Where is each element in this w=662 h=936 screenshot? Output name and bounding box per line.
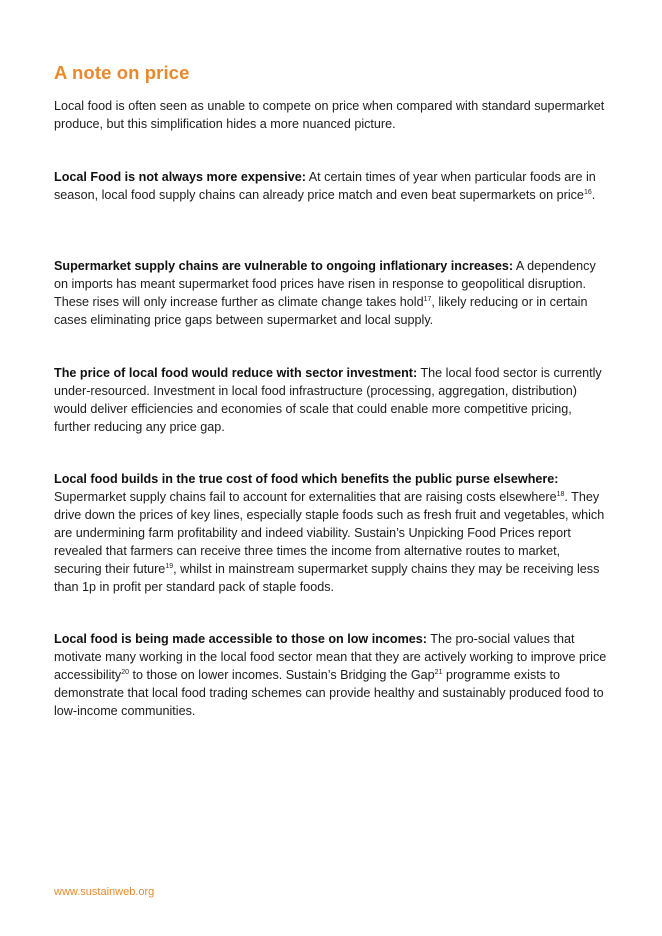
section-inflation (54, 257, 610, 329)
footnote-ref: 21 (434, 669, 443, 676)
footnote-ref: 19 (165, 563, 174, 570)
footnote-ref: 17 (423, 296, 432, 303)
section-text: The pro-social values that motivate many working in the local food sector mean that they are actively working to improve price accessibility (54, 632, 607, 682)
section-text: programme exists to demonstrate that local food trading schemes can provide healthy and sustainably produced food to low-income communities. (54, 668, 604, 718)
section-text: . They drive down the prices of key lines, especially staple foods such as fresh fruit and vegetables, which are undermining farm profitability and indeed viability. Sustain’s Unpicking Food Prices report revealed that farmers can receive three times the income from alternative routes to market, securing their future (54, 490, 605, 576)
section-text: . (591, 188, 596, 202)
intro-paragraph: Local food is often seen as unable to compete on price when compared with standard supermarket produce, but this simplification hides a more nuanced picture. (54, 99, 605, 131)
section-text: The local food sector is currently under-resourced. Investment in local food infrastructure (processing, aggregation, distribution) would deliver efficiencies and economies of scale that could enable more competitive pricing, further reducing any price gap. (54, 366, 602, 434)
section-low-incomes (54, 630, 610, 720)
section-not-always-expensive (54, 168, 610, 204)
section-text: Supermarket supply chains fail to account for externalities that are raising costs elsewhere (54, 490, 557, 504)
section-heading: Local food builds in the true cost of food which benefits the public purse elsewhere: (54, 472, 559, 486)
footnote-ref: 18 (556, 491, 565, 498)
section-true-cost (54, 470, 610, 596)
page-title: A note on price (54, 62, 190, 83)
section-text: At certain times of year when particular foods are in season, local food supply chains can already price match and even beat supermarkets on price (54, 170, 596, 202)
section-text: , likely reducing or in certain cases eliminating price gaps between supermarket and local supply. (54, 295, 588, 327)
footnote-ref: 16 (583, 189, 592, 196)
footnote-ref: 20 (121, 669, 129, 676)
section-heading: Local food is being made accessible to those on low incomes: (54, 632, 427, 646)
section-investment (54, 364, 610, 436)
footer-website-link[interactable]: www.sustainweb.org (54, 886, 155, 898)
section-text: , whilst in mainstream supermarket supply chains they may be receiving less than 1p in profit per standard pack of staple foods. (54, 562, 600, 594)
section-text: A dependency on imports has meant supermarket food prices have risen in response to geopolitical disruption. These rises will only increase further as climate change takes hold (54, 259, 596, 309)
section-heading: Supermarket supply chains are vulnerable to ongoing inflationary increases: (54, 259, 514, 273)
section-heading: Local Food is not always more expensive: (54, 170, 306, 184)
section-heading: The price of local food would reduce with sector investment: (54, 366, 418, 380)
section-text: to those on lower incomes. Sustain’s Bridging the Gap (128, 668, 435, 682)
